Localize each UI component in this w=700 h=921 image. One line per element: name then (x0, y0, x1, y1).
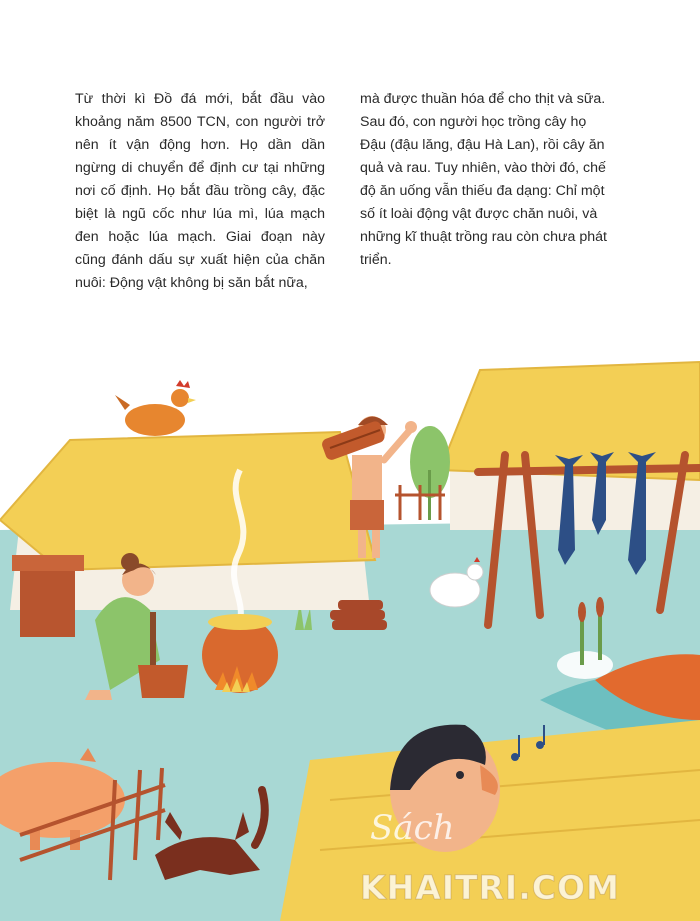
house-door (20, 565, 75, 637)
mortar (138, 665, 188, 698)
neolithic-village-illustration (0, 340, 700, 921)
watermark-brand: KHAITRI.COM (360, 868, 620, 907)
left-house (0, 432, 375, 637)
paragraph-left: Từ thời kì Đồ đá mới, bắt đầu vào khoảng năm 8500 TCN, con người trở nên ít vận động hơn. Họ dần dần ngừng di chuyển để định cư tại những nơi cố định. Họ bắt đầu trồng cây, đặc biệt là ngũ cốc như lúa mì, lúa mạch đen hoặc lúa mạch. Giai đoạn này cũng đánh dấu sự xuất hiện của chăn nuôi: Động vật không bị săn bắt nữa, (75, 91, 325, 291)
watermark-script: Sách (370, 808, 455, 848)
wood-pile (330, 600, 387, 630)
paragraph-right: mà được thuần hóa để cho thịt và sữa. Sau đó, con người học trồng cây họ Đậu (đậu lăng, đậu Hà Lan), rồi cây ăn quả và rau. Tuy nhiên, vào thời đó, chế độ ăn uống vẫn thiếu đa dạng: Chỉ một số ít loài động vật được chăn nuôi, và những kĩ thuật trồng rau còn chưa phát triển. (360, 91, 607, 268)
rooster (115, 380, 196, 436)
bush (410, 426, 450, 520)
cooking-pot (202, 614, 278, 693)
